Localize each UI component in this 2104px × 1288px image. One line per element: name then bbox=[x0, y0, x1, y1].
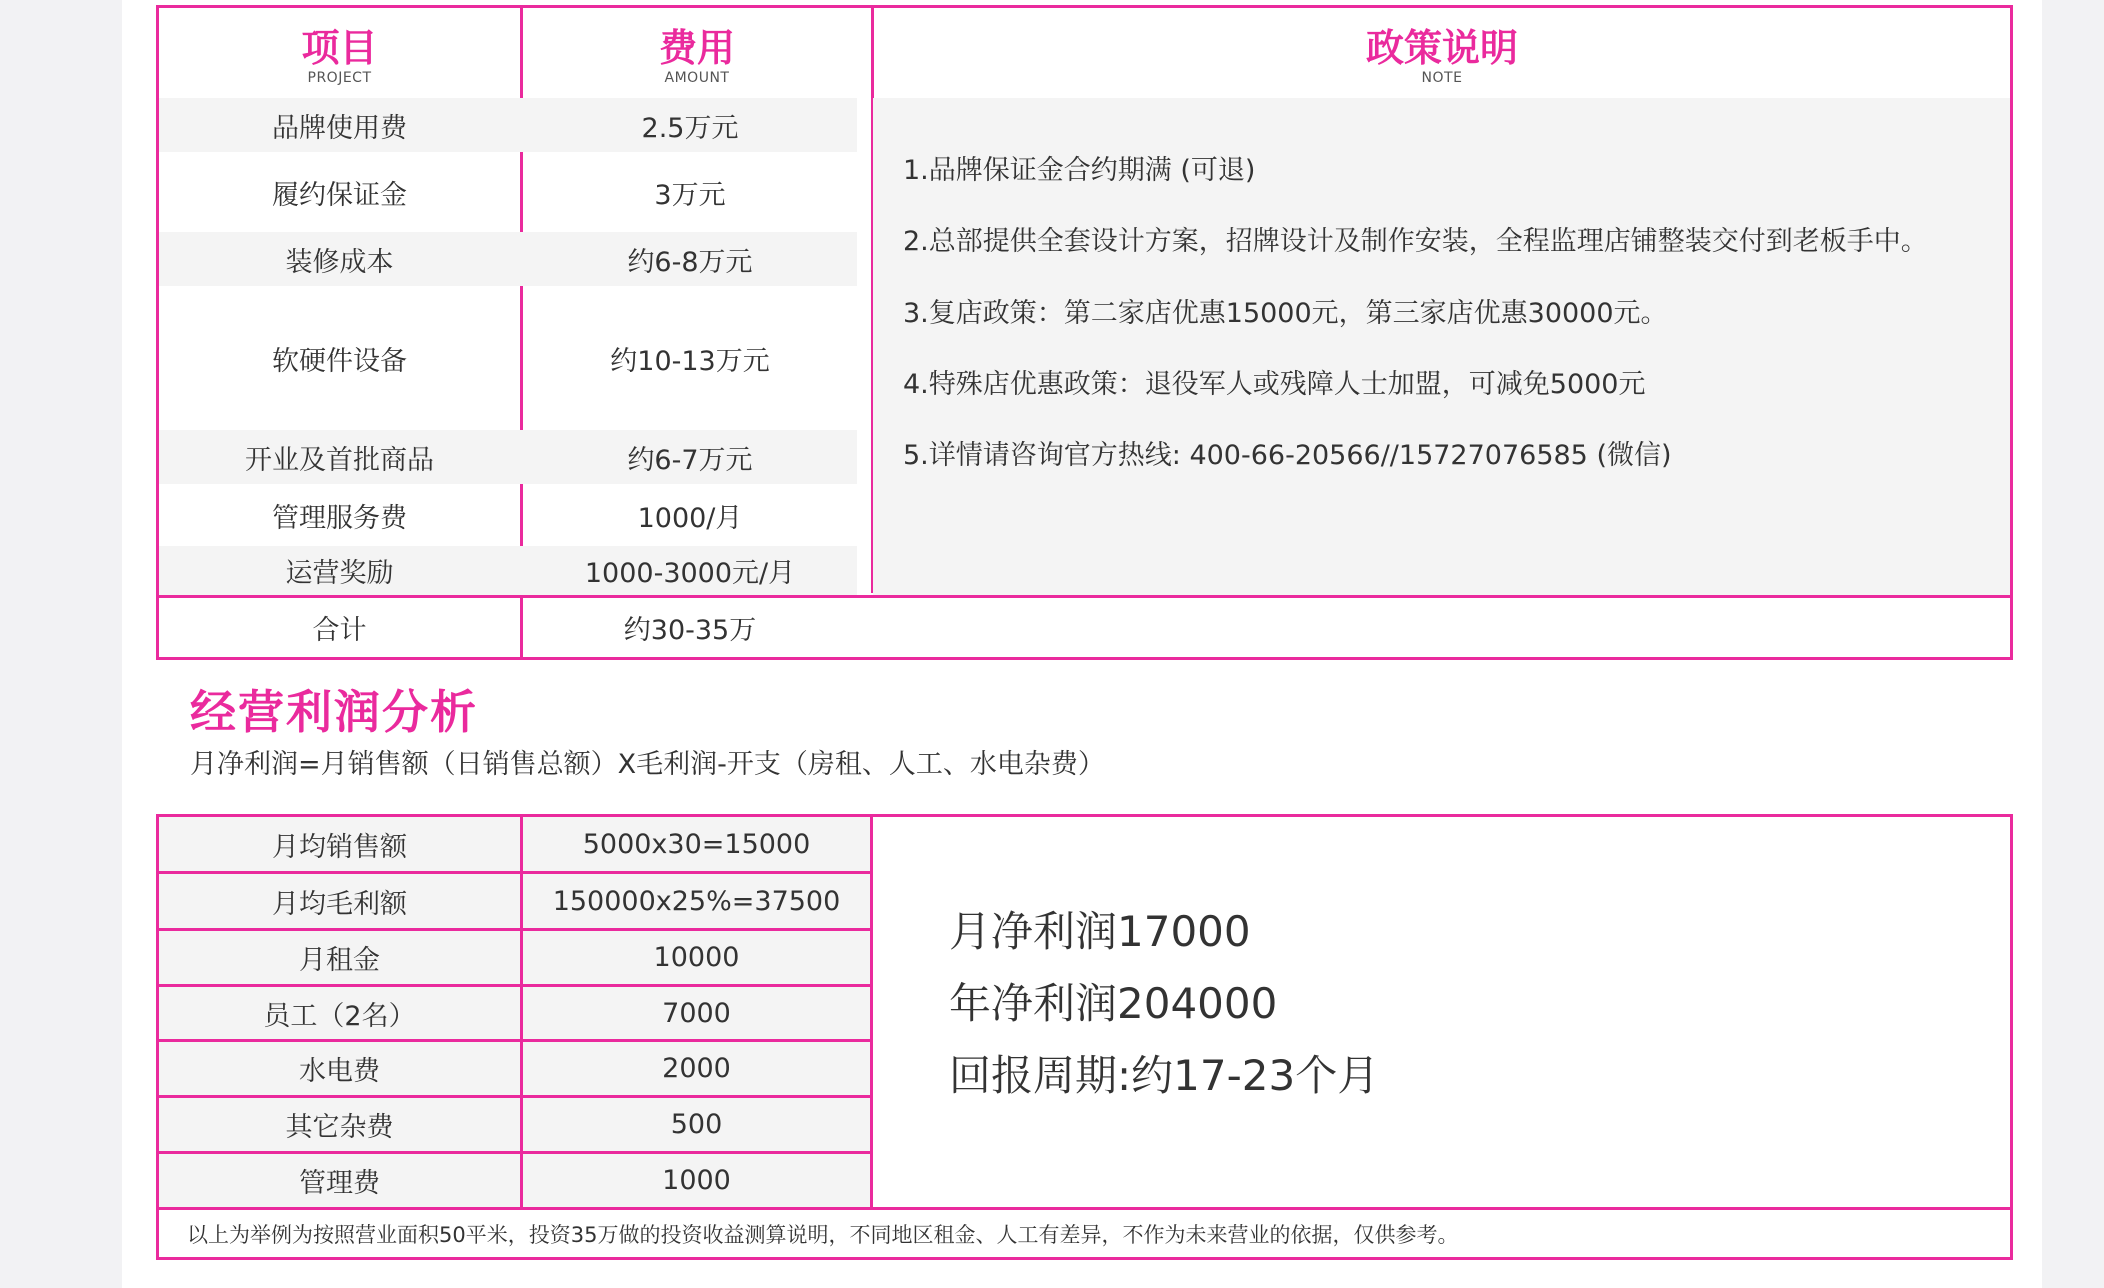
fee-item: 开业及首批商品 bbox=[245, 444, 434, 476]
fee-item: 运营奖励 bbox=[285, 558, 394, 589]
row-value: 5000x30=15000 bbox=[582, 828, 811, 860]
row-label: 管理费 bbox=[299, 1168, 380, 1199]
policy-notes bbox=[873, 98, 2010, 595]
table-row bbox=[159, 1098, 870, 1151]
fee-row bbox=[159, 484, 857, 546]
fee-row bbox=[159, 546, 857, 595]
table-row bbox=[159, 1154, 870, 1207]
fee-item: 品牌使用费 bbox=[272, 112, 407, 144]
row-divider bbox=[159, 1151, 870, 1154]
header-subtitle: NOTE bbox=[1421, 70, 1463, 86]
row-divider bbox=[159, 1039, 870, 1042]
header-subtitle: AMOUNT bbox=[664, 70, 730, 86]
header-title: 项目 bbox=[301, 26, 378, 70]
table-row bbox=[159, 1042, 870, 1095]
header-project bbox=[159, 8, 520, 98]
fee-row bbox=[159, 430, 857, 484]
fee-amount: 3万元 bbox=[654, 179, 726, 211]
table-row bbox=[159, 987, 870, 1039]
section-title: 经营利润分析 bbox=[190, 685, 478, 739]
fee-table bbox=[156, 5, 2013, 660]
row-label: 其它杂费 bbox=[285, 1112, 394, 1143]
header-subtitle: PROJECT bbox=[307, 70, 372, 86]
fee-amount: 1000-3000元/月 bbox=[584, 558, 796, 589]
monthly-net-profit: 月净利润17000 bbox=[949, 907, 1251, 956]
header-title: 政策说明 bbox=[1365, 26, 1518, 70]
fee-row bbox=[159, 286, 857, 430]
total-label: 合计 bbox=[312, 615, 367, 646]
fee-amount: 2.5万元 bbox=[641, 112, 739, 144]
row-label: 员工（2名） bbox=[263, 1000, 416, 1032]
row-value: 7000 bbox=[662, 997, 731, 1029]
fee-amount: 约10-13万元 bbox=[610, 345, 770, 377]
profit-table bbox=[156, 814, 2013, 1260]
header-title: 费用 bbox=[658, 26, 735, 70]
fee-item: 履约保证金 bbox=[272, 179, 407, 211]
row-divider bbox=[159, 984, 870, 987]
fee-item: 管理服务费 bbox=[272, 502, 407, 534]
policy-note: 5.详情请咨询官方热线: 400-66-20566//15727076585 (微信) bbox=[903, 440, 1672, 471]
header-note bbox=[874, 8, 2010, 98]
row-divider bbox=[159, 871, 870, 874]
annual-net-profit: 年净利润204000 bbox=[949, 979, 1278, 1028]
row-label: 月租金 bbox=[299, 945, 380, 976]
fee-amount: 1000/月 bbox=[637, 502, 743, 534]
column-divider bbox=[870, 817, 873, 1207]
table-row bbox=[159, 931, 870, 984]
policy-note: 4.特殊店优惠政策：退役军人或残障人士加盟，可减免5000元 bbox=[903, 369, 1646, 400]
policy-note: 3.复店政策：第二家店优惠15000元，第三家店优惠30000元。 bbox=[903, 298, 1668, 329]
row-divider bbox=[159, 1095, 870, 1098]
row-divider bbox=[159, 1207, 2010, 1210]
total-row bbox=[159, 598, 857, 657]
fee-row bbox=[159, 152, 857, 232]
row-divider bbox=[159, 928, 870, 931]
fee-item: 软硬件设备 bbox=[272, 345, 407, 377]
header-amount bbox=[523, 8, 871, 98]
row-value: 500 bbox=[670, 1109, 723, 1140]
payback-period: 回报周期:约17-23个月 bbox=[949, 1051, 1380, 1100]
fee-row bbox=[159, 98, 857, 152]
row-label: 月均毛利额 bbox=[272, 888, 407, 920]
profit-formula: 月净利润=月销售额（日销售总额）X毛利润-开支（房租、人工、水电杂费） bbox=[190, 749, 1105, 780]
row-value: 150000x25%=37500 bbox=[552, 885, 841, 917]
total-amount: 约30-35万 bbox=[623, 615, 757, 646]
row-value: 10000 bbox=[653, 942, 740, 973]
fee-amount: 约6-8万元 bbox=[627, 246, 753, 278]
policy-note: 1.品牌保证金合约期满 (可退) bbox=[903, 155, 1256, 186]
fee-item: 装修成本 bbox=[285, 246, 394, 278]
fee-row bbox=[159, 232, 857, 286]
row-value: 2000 bbox=[662, 1053, 731, 1084]
table-row bbox=[159, 817, 870, 871]
table-row bbox=[159, 874, 870, 928]
row-value: 1000 bbox=[662, 1165, 731, 1196]
fee-amount: 约6-7万元 bbox=[627, 444, 753, 476]
row-label: 月均销售额 bbox=[272, 831, 407, 863]
row-label: 水电费 bbox=[299, 1056, 380, 1087]
disclaimer-note: 以上为举例为按照营业面积50平米，投资35万做的投资收益测算说明，不同地区租金、人工有差异，不作为未来营业的依据，仅供参考。 bbox=[187, 1223, 1459, 1247]
column-divider bbox=[520, 817, 523, 1207]
policy-note: 2.总部提供全套设计方案，招牌设计及制作安装，全程监理店铺整装交付到老板手中。 bbox=[903, 226, 1928, 257]
